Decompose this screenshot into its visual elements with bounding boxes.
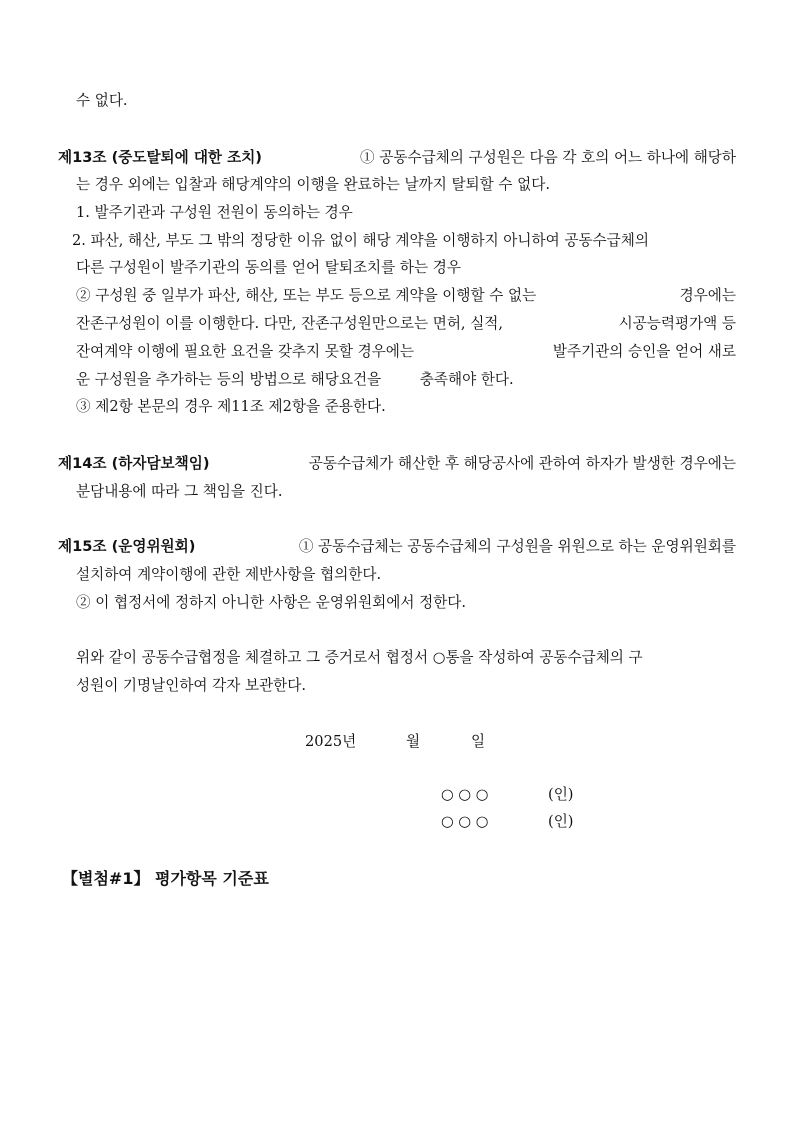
article-14-title: 제14조 (하자담보책임) bbox=[58, 455, 210, 472]
signature-name: ○ ○ ○ bbox=[441, 813, 489, 830]
article-13-paragraph-2-cont bbox=[76, 367, 576, 393]
article-15-paragraph-2: ② 이 협정서에 정하지 아니한 사항은 운영위원회에서 정한다. bbox=[76, 594, 467, 611]
article-14-text: 분담내용에 따라 그 책임을 진다. bbox=[76, 483, 283, 500]
article-13-title: 제13조 (중도탈퇴에 대한 조치) bbox=[58, 149, 262, 166]
closing-line: 위와 같이 공동수급협정을 체결하고 그 증거로서 협정서 ○통을 작성하여 공동수급체의 구 bbox=[76, 649, 643, 666]
article-14-first-line bbox=[58, 451, 736, 477]
date-year: 2025년 bbox=[305, 733, 357, 750]
date-day: 일 bbox=[471, 733, 486, 750]
signature-name: ○ ○ ○ bbox=[441, 786, 489, 803]
article-13-text: ① 공동수급체의 구성원은 다음 각 호의 어느 하나에 해당하 bbox=[360, 149, 736, 166]
article-13-first-line bbox=[58, 145, 736, 171]
signature-seal: (인) bbox=[548, 786, 574, 803]
article-14-text: 공동수급체가 해산한 후 해당공사에 관하여 하자가 발생한 경우에는 bbox=[308, 455, 736, 472]
attachment-heading: 【별첨#1】 평가항목 기준표 bbox=[62, 869, 269, 888]
article-15-text: 설치하여 계약이행에 관한 제반사항을 협의한다. bbox=[76, 566, 382, 583]
article-15-title: 제15조 (운영위원회) bbox=[58, 538, 196, 555]
paragraph-text: 잔여계약 이행에 필요한 요건을 갖추지 못할 경우에는 bbox=[76, 343, 414, 360]
article-15-first-line bbox=[58, 534, 736, 560]
paragraph-text: 발주기관의 승인을 얻어 새로 bbox=[552, 343, 736, 360]
article-13-paragraph-2-cont bbox=[76, 311, 736, 337]
article-15-text: ① 공동수급체는 공동수급체의 구성원을 위원으로 하는 운영위원회를 bbox=[298, 538, 736, 555]
article-13-item-1: 1. 발주기관과 구성원 전원이 동의하는 경우 bbox=[76, 204, 353, 221]
article-13-item-2: 2. 파산, 해산, 부도 그 밖의 정당한 이유 없이 해당 계약을 이행하지 아니하여 공동수급체의 bbox=[72, 232, 649, 249]
article-13-text: 는 경우 외에는 입찰과 해당계약의 이행을 완료하는 날까지 탈퇴할 수 없다. bbox=[76, 176, 550, 193]
article-13-paragraph-2 bbox=[76, 283, 736, 309]
paragraph-text: 잔존구성원이 이를 이행한다. 다만, 잔존구성원만으로는 면허, 실적, bbox=[76, 315, 504, 332]
date-month: 월 bbox=[406, 733, 421, 750]
paragraph-text: ② 구성원 중 일부가 파산, 해산, 또는 부도 등으로 계약을 이행할 수 없는 bbox=[76, 287, 537, 304]
closing-line: 성원이 기명날인하여 각자 보관한다. bbox=[76, 677, 307, 694]
paragraph-text: 경우에는 bbox=[679, 287, 736, 304]
continuation-text: 수 없다. bbox=[76, 92, 128, 109]
paragraph-text: 시공능력평가액 등 bbox=[618, 315, 736, 332]
paragraph-text: 충족해야 한다. bbox=[419, 371, 514, 388]
article-13-paragraph-2-cont bbox=[76, 339, 736, 365]
closing-text bbox=[76, 645, 736, 671]
signature-seal: (인) bbox=[548, 813, 574, 830]
article-13-paragraph-3: ③ 제2항 본문의 경우 제11조 제2항을 준용한다. bbox=[76, 398, 386, 415]
article-13-item-2-cont: 다른 구성원이 발주기관의 동의를 얻어 탈퇴조치를 하는 경우 bbox=[76, 259, 461, 276]
paragraph-text: 운 구성원을 추가하는 등의 방법으로 해당요건을 bbox=[76, 371, 382, 388]
